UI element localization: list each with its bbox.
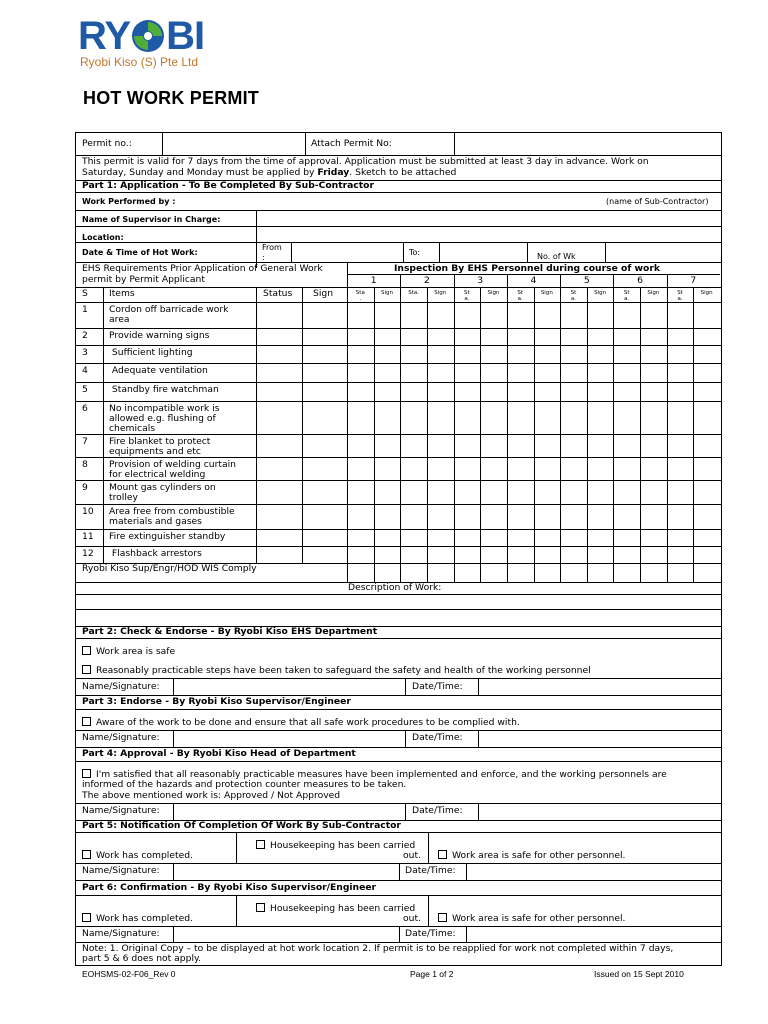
to-label: To: xyxy=(409,248,421,257)
checkbox[interactable] xyxy=(82,717,91,726)
inspection-heading: Inspection By EHS Personnel during course of work xyxy=(394,263,660,274)
divider xyxy=(76,504,721,505)
item-number: 2 xyxy=(82,330,88,341)
inspection-day-7: 7 xyxy=(690,275,697,286)
checkbox[interactable] xyxy=(82,913,91,922)
inspection-subcol-label: St a. xyxy=(517,290,523,302)
divider xyxy=(76,192,721,193)
item-text: equipments and etc xyxy=(109,446,201,457)
divider xyxy=(454,133,455,155)
part2-name-signature: Name/Signature: xyxy=(82,681,160,692)
part4-name-signature: Name/Signature: xyxy=(82,805,160,816)
item-text: No incompatible work is xyxy=(109,403,220,414)
item-text: materials and gases xyxy=(109,516,202,527)
part5-work-area-safe: Work area is safe for other personnel. xyxy=(438,850,625,862)
from-colon: : xyxy=(262,253,265,262)
inspection-subcol-label: Sign xyxy=(487,290,500,296)
divider xyxy=(76,638,721,639)
inspection-day-5: 5 xyxy=(583,275,590,286)
inspection-subcol-label: Sign xyxy=(434,290,447,296)
part4-line2: informed of the hazards and protection counter measures to be taken. xyxy=(82,779,407,790)
divider xyxy=(76,401,721,402)
divider xyxy=(236,832,237,863)
divider xyxy=(478,803,479,820)
part2-date-time: Date/Time: xyxy=(412,681,463,692)
divider xyxy=(76,480,721,481)
divider xyxy=(76,880,721,881)
divider xyxy=(405,803,406,820)
inspection-day-6: 6 xyxy=(637,275,643,286)
checkbox[interactable] xyxy=(82,665,91,674)
part5-housekeeping: Housekeeping has been carried xyxy=(256,840,415,852)
inspection-subcol-label: Sign xyxy=(647,290,660,296)
part4-date-time: Date/Time: xyxy=(412,805,463,816)
part5-housekeeping-out: out. xyxy=(403,850,421,861)
ryobi-wordmark: RY BI xyxy=(78,14,205,58)
item-number: 3 xyxy=(82,347,88,358)
divider xyxy=(454,274,455,582)
ryobi-swirl-icon xyxy=(131,19,165,53)
divider xyxy=(76,761,721,762)
divider xyxy=(76,895,721,896)
item-text: Cordon off barricade work xyxy=(109,304,229,315)
divider xyxy=(478,730,479,747)
item-number: 11 xyxy=(82,531,94,542)
divider xyxy=(162,133,163,155)
divider xyxy=(428,832,429,863)
part2-item1: Work area is safe xyxy=(82,646,175,658)
part4-heading: Part 4: Approval - By Ryobi Kiso Head of Department xyxy=(82,748,356,759)
part4-line1: I'm satisfied that all reasonably practicable measures have been implemented and enforce, and the working personnels are xyxy=(82,769,667,781)
company-name: Ryobi Kiso (S) Pte Ltd xyxy=(80,55,199,69)
divider xyxy=(76,609,721,610)
checkbox[interactable] xyxy=(82,769,91,778)
part6-housekeeping-out: out. xyxy=(403,913,421,924)
checkbox[interactable] xyxy=(438,850,447,859)
ehs-requirements-line2: permit by Permit Applicant xyxy=(82,274,205,285)
divider xyxy=(667,274,668,582)
item-text: Provide warning signs xyxy=(109,330,210,341)
divider xyxy=(478,678,479,695)
ehs-requirements-line1: EHS Requirements Prior Application of General Work xyxy=(82,263,323,274)
divider xyxy=(76,529,721,530)
validity-line-1: This permit is valid for 7 days from the time of approval. Application must be submitted at least 3 day in advance. Work on xyxy=(82,156,649,167)
divider xyxy=(347,274,720,275)
divider xyxy=(256,210,257,268)
attach-permit-label: Attach Permit No: xyxy=(311,138,392,149)
item-text: Fire extinguisher standby xyxy=(109,531,226,542)
part3-item1: Aware of the work to be done and ensure that all safe work procedures to be complied with. xyxy=(82,717,520,729)
part6-housekeeping: Housekeeping has been carried xyxy=(256,903,415,915)
divider xyxy=(76,328,721,329)
part6-work-completed: Work has completed. xyxy=(82,913,193,925)
item-text: Adequate ventilation xyxy=(109,365,208,376)
col-items-header: Items xyxy=(109,288,135,299)
item-text: chemicals xyxy=(109,423,156,434)
inspection-subcol-label: Sta . xyxy=(355,290,365,302)
description-label: Description of Work: xyxy=(348,582,442,593)
part6-work-area-safe: Work area is safe for other personnel. xyxy=(438,913,625,925)
part5-date-time: Date/Time: xyxy=(405,865,456,876)
page-title: HOT WORK PERMIT xyxy=(83,88,259,108)
part6-name-signature: Name/Signature: xyxy=(82,928,160,939)
divider xyxy=(76,546,721,547)
inspection-subcol-label: Sta. xyxy=(408,290,419,296)
divider xyxy=(439,242,440,262)
divider xyxy=(560,274,561,582)
part5-name-signature: Name/Signature: xyxy=(82,865,160,876)
divider xyxy=(428,895,429,926)
comply-row: Ryobi Kiso Sup/Engr/HOD WIS Comply xyxy=(82,563,257,574)
divider xyxy=(605,242,606,262)
part3-date-time: Date/Time: xyxy=(412,732,463,743)
part2-heading: Part 2: Check & Endorse - By Ryobi Kiso EHS Department xyxy=(82,626,378,637)
item-text: Mount gas cylinders on xyxy=(109,482,216,493)
inspection-day-2: 2 xyxy=(423,275,430,286)
inspection-subcol-label: Sign xyxy=(700,290,713,296)
divider xyxy=(76,457,721,458)
divider xyxy=(76,226,721,227)
item-number: 8 xyxy=(82,459,88,470)
item-text: trolley xyxy=(109,492,138,503)
divider xyxy=(173,863,174,880)
divider xyxy=(173,678,174,695)
inspection-subcol-label: Sign xyxy=(594,290,607,296)
item-text: Provision of welding curtain xyxy=(109,459,236,470)
item-text: for electrical welding xyxy=(109,469,206,480)
validity-line-2: Saturday, Sunday and Monday must be applied by Friday. Sketch to be attached xyxy=(82,167,457,178)
item-number: 9 xyxy=(82,482,88,493)
checkbox[interactable] xyxy=(256,840,265,849)
divider xyxy=(613,274,614,582)
col-status-header: Status xyxy=(263,288,293,299)
divider xyxy=(403,242,404,262)
divider xyxy=(76,287,721,288)
inspection-day-3: 3 xyxy=(477,275,484,286)
part6-date-time: Date/Time: xyxy=(405,928,456,939)
part1-heading: Part 1: Application - To Be Completed By Sub-Contractor xyxy=(82,180,374,191)
note-line1: Note: 1. Original Copy – to be displayed at hot work location 2. If permit is to be reapplied for work not completed within 7 days, xyxy=(82,943,674,954)
inspection-day-4: 4 xyxy=(530,275,537,286)
divider xyxy=(399,863,400,880)
permit-form xyxy=(75,132,722,966)
divider xyxy=(173,803,174,820)
divider xyxy=(76,363,721,364)
divider xyxy=(291,242,292,262)
checkbox[interactable] xyxy=(82,646,91,655)
ryobi-logo xyxy=(78,16,204,56)
subcontractor-hint: (name of Sub-Contractor) xyxy=(606,197,709,206)
issue-date: Issued on 15 Sept 2010 xyxy=(594,969,684,979)
item-text: Fire blanket to protect xyxy=(109,436,211,447)
from-label: From xyxy=(262,243,282,252)
divider xyxy=(405,730,406,747)
item-number: 1 xyxy=(82,304,88,315)
divider xyxy=(76,434,721,435)
part4-line3: The above mentioned work is: Approved / Not Approved xyxy=(82,790,341,801)
divider xyxy=(305,133,306,155)
permit-no-label: Permit no.: xyxy=(82,138,132,149)
divider xyxy=(400,274,401,582)
inspection-subcol-label: St a. xyxy=(570,290,577,302)
divider xyxy=(527,242,528,262)
inspection-subcol-label: Sign xyxy=(540,290,553,296)
part3-heading: Part 3: Endorse - By Ryobi Kiso Supervisor/Engineer xyxy=(82,696,351,707)
item-number: 6 xyxy=(82,403,88,414)
inspection-subcol-label: St a. xyxy=(677,290,683,302)
divider xyxy=(466,863,467,880)
part5-work-completed: Work has completed. xyxy=(82,850,193,862)
item-number: 10 xyxy=(82,506,94,517)
checkbox[interactable] xyxy=(438,913,447,922)
part3-name-signature: Name/Signature: xyxy=(82,732,160,743)
divider xyxy=(347,262,348,582)
item-text: Standby fire watchman xyxy=(109,384,219,395)
inspection-subcol-label: St a. xyxy=(464,290,470,302)
part5-heading: Part 5: Notification Of Completion Of Work By Sub-Contractor xyxy=(82,820,401,831)
inspection-day-1: 1 xyxy=(370,275,377,286)
item-number: 7 xyxy=(82,436,88,447)
date-time-label: Date & Time of Hot Work: xyxy=(82,248,198,257)
divider xyxy=(405,678,406,695)
divider xyxy=(76,832,721,833)
item-text: area xyxy=(109,314,130,325)
no-of-wk-label: No. of Wk xyxy=(537,252,576,261)
work-performed-label: Work Performed by : xyxy=(82,197,176,206)
divider xyxy=(236,895,237,926)
divider xyxy=(76,382,721,383)
divider xyxy=(76,210,721,211)
item-number: 4 xyxy=(82,365,88,376)
divider xyxy=(76,594,721,595)
item-number: 5 xyxy=(82,384,88,395)
col-sign-header: Sign xyxy=(313,288,334,299)
supervisor-label: Name of Supervisor in Charge: xyxy=(82,215,221,224)
inspection-subcol-label: Sign xyxy=(380,290,393,296)
doc-number: EOHSMS-02-F06_Rev 0 xyxy=(82,969,176,979)
part6-heading: Part 6: Confirmation - By Ryobi Kiso Supervisor/Engineer xyxy=(82,882,377,893)
divider xyxy=(173,926,174,942)
location-label: Location: xyxy=(82,233,124,242)
note-line2: part 5 & 6 does not apply. xyxy=(82,953,202,964)
page-number: Page 1 of 2 xyxy=(410,969,454,979)
item-number: 12 xyxy=(82,548,94,559)
divider xyxy=(507,274,508,582)
inspection-subcol-label: St a. xyxy=(623,290,630,302)
checkbox[interactable] xyxy=(82,850,91,859)
item-text: Sufficient lighting xyxy=(109,347,193,358)
divider xyxy=(76,345,721,346)
item-text: Flashback arrestors xyxy=(109,548,202,559)
checkbox[interactable] xyxy=(256,903,265,912)
item-text: allowed e.g. flushing of xyxy=(109,413,216,424)
col-s-header: S xyxy=(82,288,88,299)
divider xyxy=(76,242,721,243)
divider xyxy=(76,709,721,710)
item-text: Area free from combustible xyxy=(109,506,235,517)
part2-item2: Reasonably practicable steps have been taken to safeguard the safety and health of the working personnel xyxy=(82,665,591,677)
divider xyxy=(76,302,721,303)
divider xyxy=(173,730,174,747)
divider xyxy=(399,926,400,942)
divider xyxy=(466,926,467,942)
